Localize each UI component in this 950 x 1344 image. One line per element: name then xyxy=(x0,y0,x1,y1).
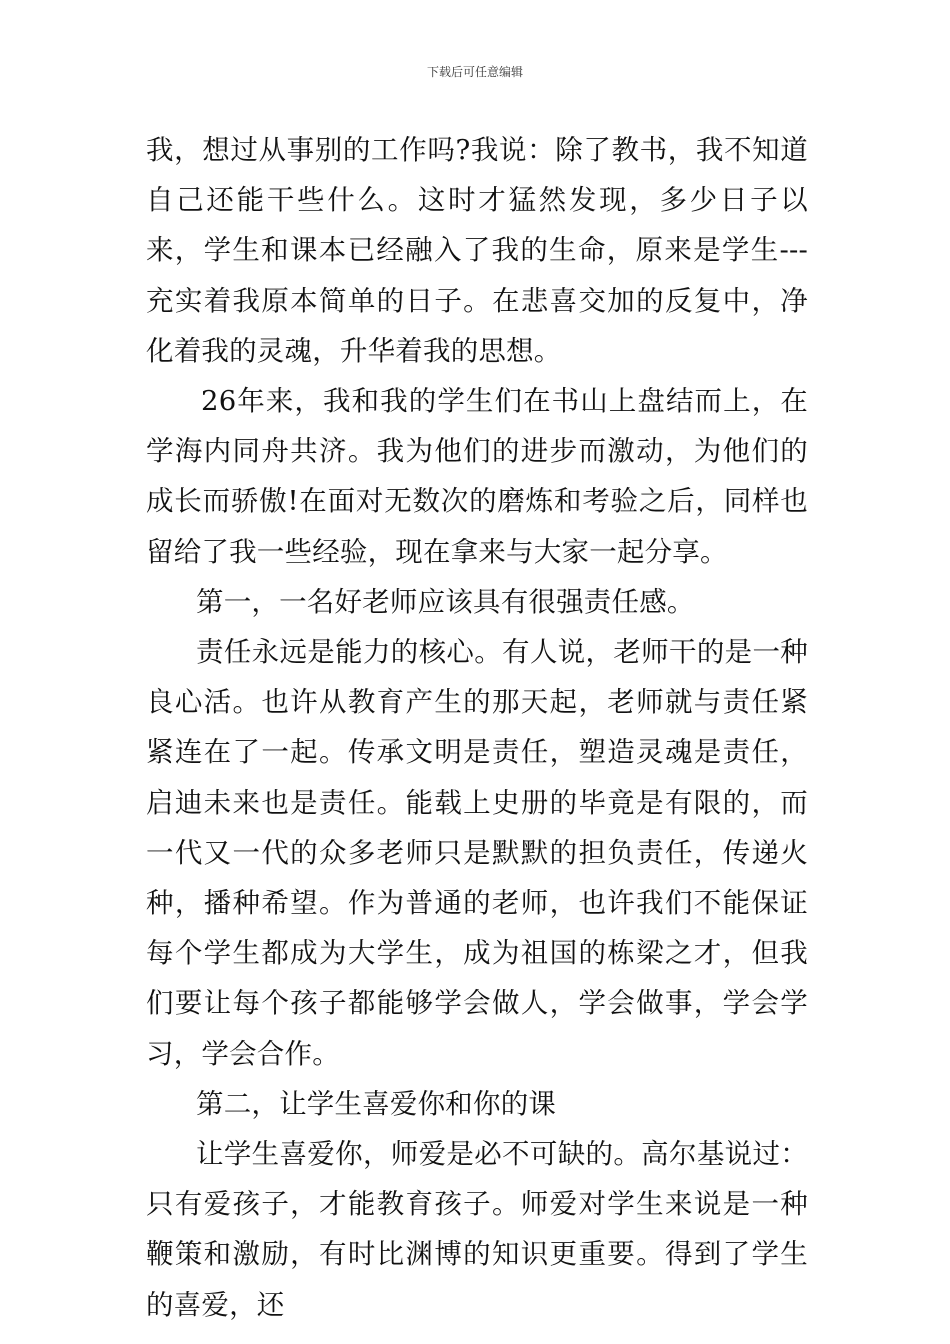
section-heading-first: 第一，一名好老师应该具有很强责任感。 xyxy=(196,585,695,618)
document-body xyxy=(146,125,808,1330)
paragraph-continuation: 我，想过从事别的工作吗?我说：除了教书，我不知道自己还能干些什么。这时才猛然发现，多少日子以来，学生和课本已经融入了我的生命，原来是学生---充实着我原本简单的日子。在悲喜交加的反复中，净化着我的灵魂，升华着我的思想。 xyxy=(146,134,808,367)
paragraph-responsibility: 责任永远是能力的核心。有人说，老师干的是一种良心活。也许从教育产生的那天起，老师就与责任紧紧连在了一起。传承文明是责任，塑造灵魂是责任，启迪未来也是责任。能载上史册的毕竟是有限的，而一代又一代的众多老师只是默默的担负责任，传递火种，播种希望。作为普通的老师，也许我们不能保证每个学生都成为大学生，成为祖国的栋梁之才，但我们要让每个孩子都能够学会做人，学会做事，学会学习，学会合作。 xyxy=(146,636,808,1070)
page-header: 下载后可任意编辑 xyxy=(426,65,523,79)
section-heading-second: 第二，让学生喜爱你和你的课 xyxy=(196,1087,557,1120)
paragraph-teacher-love: 让学生喜爱你，师爱是必不可缺的。高尔基说过：只有爱孩子，才能教育孩子。师爱对学生来说是一种鞭策和激励，有时比渊博的知识更重要。得到了学生的喜爱，还 xyxy=(146,1138,808,1321)
paragraph-experience-intro: 26年来，我和我的学生们在书山上盘结而上，在学海内同舟共济。我为他们的进步而激动，为他们的成长而骄傲!在面对无数次的磨炼和考验之后，同样也留给了我一些经验，现在拿来与大家一起分享。 xyxy=(146,385,808,568)
